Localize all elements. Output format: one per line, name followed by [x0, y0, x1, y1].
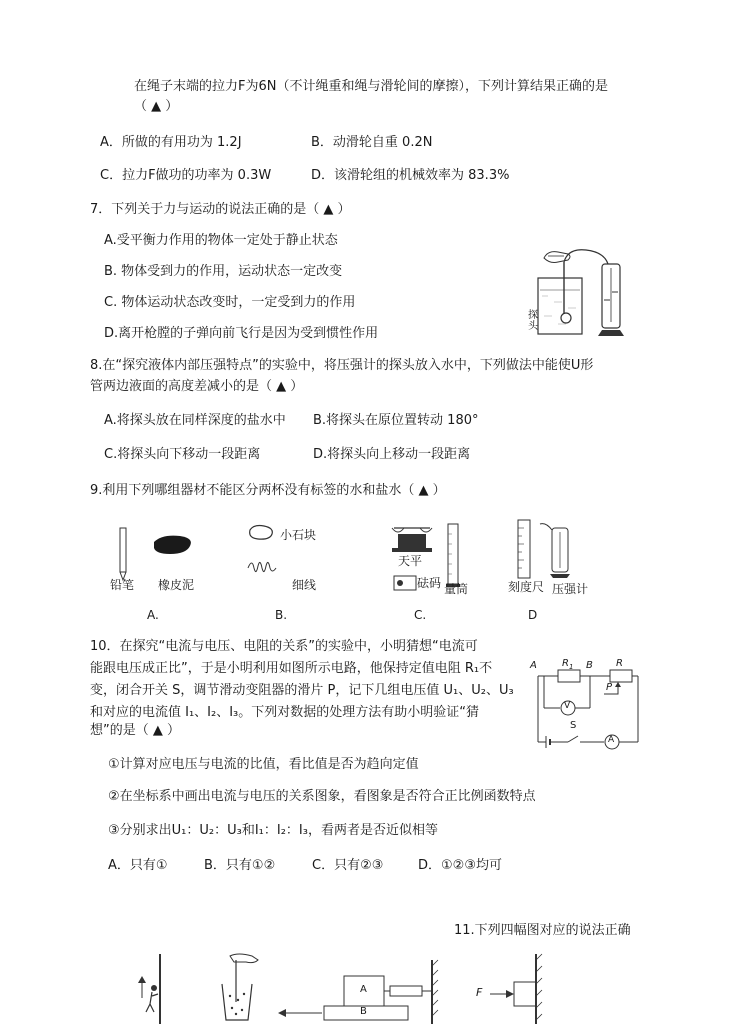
q8-option-c: C.将探头向下移动一段距离: [104, 447, 261, 462]
pencil-and-clay-drawing: [110, 522, 200, 582]
pressure-gauge-drawing: [528, 244, 630, 342]
block-a-label: A: [360, 984, 367, 995]
node-b-label: B: [586, 660, 593, 671]
q9-letter-d: D: [528, 608, 538, 622]
slider-p-label: P: [606, 682, 613, 693]
q7-option-c: C. 物体运动状态改变时，一定受到力的作用: [104, 295, 356, 310]
q6-option-d: D．该滑轮组的机械效率为 83.3%: [311, 168, 510, 183]
q10-option-d: D．①②③均可: [418, 858, 502, 873]
balance-label: 天平: [398, 554, 423, 568]
r1-letter: R: [562, 658, 569, 669]
q6-option-c: C．拉力F做功的功率为 0.3W: [100, 168, 272, 183]
q6-answer-blank: （ ▲ ）: [134, 99, 179, 114]
voltmeter-label: V: [564, 701, 571, 711]
q6-option-b: B．动滑轮自重 0.2N: [311, 135, 433, 150]
q9-group-d: [512, 518, 582, 580]
pressure-gauge-figure: [528, 244, 630, 342]
ruler-and-gauge-drawing: [512, 518, 582, 580]
q10-item-1: ①计算对应电压与电流的比值，看比值是否为趋向定值: [108, 757, 419, 772]
stone-and-thread-drawing: [244, 522, 284, 582]
rheostat-label: R: [616, 658, 623, 669]
ruler-label: 刻度尺: [508, 580, 545, 594]
stone-label: 小石块: [280, 528, 317, 542]
q8-option-a: A.将探头放在同样深度的盐水中: [104, 413, 286, 428]
q10-item-2: ②在坐标系中画出电流与电压的关系图象，看图象是否符合正比例函数特点: [108, 789, 536, 804]
pencil-label: 铅笔: [110, 578, 135, 592]
force-f-label: F: [476, 986, 483, 999]
q8-option-b: B.将探头在原位置转动 180°: [313, 413, 479, 428]
q10-item-3: ③分别求出U₁：U₂：U₃和I₁：I₂：I₃，看两者是否近似相等: [108, 823, 438, 838]
switch-label: S: [570, 720, 577, 731]
q11-figures-drawing: [130, 950, 670, 1024]
ammeter-label: A: [608, 735, 615, 745]
block-b-label: B: [360, 1006, 367, 1017]
circuit-drawing: [522, 658, 646, 750]
q10-option-a: A．只有①: [108, 858, 168, 873]
circuit-diagram: [522, 658, 646, 750]
q10-stem-line4: 和对应的电流值 I₁、I₂、I₃。下列对数据的处理方法有助小明验证“猜: [90, 705, 480, 720]
q10-stem-line5: 想”的是（ ▲ ）: [90, 723, 180, 738]
q7-option-a: A.受平衡力作用的物体一定处于静止状态: [104, 233, 338, 248]
q7-option-d: D.离开枪膛的子弹向前飞行是因为受到惯性作用: [104, 326, 379, 341]
q9-letter-b: B.: [275, 608, 288, 622]
weights-label: 砝码: [417, 576, 442, 590]
q10-stem-line2: 能跟电压成正比”，于是小明利用如图所示电路，他保持定值电阻 R₁不: [90, 661, 493, 676]
q6-option-a: A．所做的有用功为 1.2J: [100, 135, 242, 150]
r1-label: [562, 658, 573, 671]
q10-option-b: B．只有①②: [204, 858, 276, 873]
q8-stem-line1: 8.在“探究液体内部压强特点”的实验中，将压强计的探头放入水中，下列做法中能使U形: [90, 358, 594, 373]
thread-label: 细线: [292, 578, 317, 592]
q8-stem-line2: 管两边液面的高度差减小的是（ ▲ ）: [90, 379, 304, 394]
q9-letter-a: A.: [147, 608, 159, 622]
cylinder-label: 量筒: [444, 582, 469, 596]
q10-stem-line3: 变，闭合开关 S，调节滑动变阻器的滑片 P，记下几组电压值 U₁、U₂、U₃: [90, 683, 514, 698]
gauge-label: 压强计: [552, 582, 589, 596]
q9-stem: 9.利用下列哪组器材不能区分两杯没有标签的水和盐水（ ▲ ）: [90, 483, 446, 498]
q7-stem: 7．下列关于力与运动的说法正确的是（ ▲ ）: [90, 202, 351, 217]
q9-group-b: [244, 522, 284, 582]
q11-figures: [130, 950, 670, 1024]
q9-group-a: [110, 522, 200, 582]
q8-option-d: D.将探头向上移动一段距离: [313, 447, 471, 462]
probe-label: 探头: [528, 310, 538, 332]
node-a-label: A: [530, 660, 537, 671]
plasticine-label: 橡皮泥: [158, 578, 195, 592]
q9-letter-c: C.: [414, 608, 427, 622]
q10-option-c: C．只有②③: [312, 858, 384, 873]
q7-option-b: B. 物体受到力的作用，运动状态一定改变: [104, 264, 343, 279]
q11-stem: 11.下列四幅图对应的说法正确: [454, 923, 631, 938]
q10-stem-line1: 10．在探究“电流与电压、电阻的关系”的实验中，小明猜想“电流可: [90, 639, 478, 654]
r1-subscript: 1: [568, 663, 574, 671]
q6-stem-line: 在绳子末端的拉力F为6N（不计绳重和绳与滑轮间的摩擦），下列计算结果正确的是: [134, 79, 608, 94]
